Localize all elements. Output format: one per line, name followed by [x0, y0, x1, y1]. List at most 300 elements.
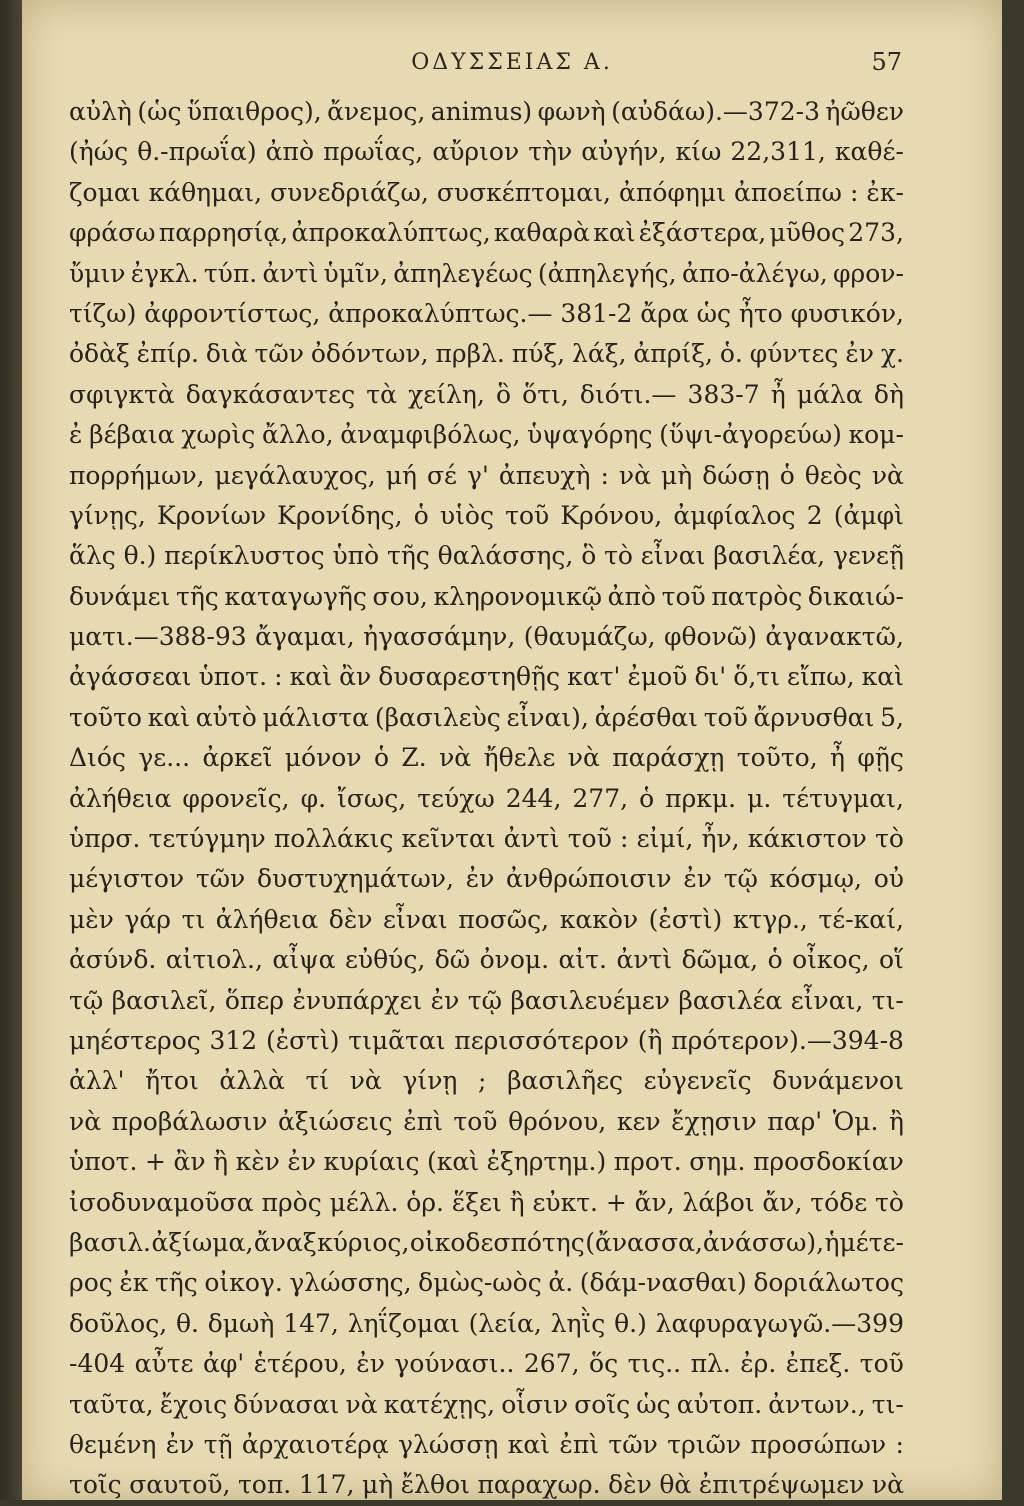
word: ἤθελε: [483, 743, 556, 773]
word: τῆς: [154, 1268, 198, 1298]
word: γλώσσης,: [289, 1268, 412, 1298]
word: 383-7: [687, 379, 760, 409]
text-line: [69, 657, 904, 697]
word: ληῒς: [550, 1308, 606, 1338]
word: ἀντὶ: [503, 824, 560, 854]
word: ἀποείπω: [733, 177, 842, 207]
word: ἀντων.,: [768, 1389, 866, 1419]
word: Κρονίδης,: [277, 500, 403, 530]
word: ἢ: [213, 1147, 229, 1177]
word: προτ.: [613, 1147, 682, 1177]
word: πλ.: [690, 1349, 731, 1379]
word: μὴ: [660, 460, 693, 490]
word: παραχωρ.: [477, 1470, 601, 1500]
word: δυστυχημάτων,: [256, 864, 454, 894]
word: πολλάκις: [273, 824, 394, 854]
word: Διός: [69, 743, 126, 773]
word: γλώσσῃ: [398, 1429, 499, 1459]
word: τι: [181, 904, 206, 934]
word: ἐν: [683, 864, 712, 894]
word: καὶ: [147, 702, 191, 732]
word: αὔριον: [432, 137, 520, 167]
word: οἵ: [878, 945, 904, 975]
word: ἐπιτρέψωμεν: [698, 1470, 865, 1500]
text-line: [69, 132, 904, 172]
text-line: [69, 456, 904, 496]
word: αὐγήν,: [581, 137, 667, 167]
word: ὅς: [589, 1349, 619, 1379]
word: προσδοκίαν: [752, 1147, 904, 1177]
word: δοῦλος,: [69, 1308, 168, 1338]
word: οὐ: [873, 864, 904, 894]
word: ὡς: [696, 298, 731, 328]
word: ἐπίρ.: [136, 339, 199, 369]
word: θρόνου,: [508, 1106, 607, 1136]
word: βέβαια: [89, 420, 175, 450]
word: τις..: [627, 1349, 682, 1379]
word: δυνάμενοι: [772, 1066, 904, 1096]
word: φρον-: [833, 258, 904, 288]
word: ἂν: [339, 662, 372, 692]
word: ἀπόφημι: [619, 177, 726, 207]
word: θ.: [175, 1308, 199, 1338]
word: γενεῇ: [832, 541, 904, 571]
word: ἄν,: [762, 1187, 803, 1217]
word: (ἠώς: [69, 137, 129, 167]
word: 244,: [505, 783, 562, 813]
word: εἶναι: [640, 541, 706, 571]
word: κεν: [616, 1106, 661, 1136]
text-line: [69, 496, 904, 536]
word: νὰ: [871, 460, 904, 490]
word: τοῦ: [859, 1349, 904, 1379]
word: αἰτ.: [558, 945, 608, 975]
word: ἀπροκαλύπτως.—: [328, 298, 553, 328]
word: οἰκογ.: [204, 1268, 283, 1298]
word: τι-: [871, 1389, 904, 1419]
word: θεμένη: [69, 1429, 157, 1459]
word: βασιλευέμεν: [510, 985, 670, 1015]
word: τοῦ: [567, 824, 612, 854]
word: κόσμῳ,: [769, 864, 862, 894]
word: ἀμφίαλος: [673, 500, 796, 530]
word: ἄρνυσθαι: [753, 702, 875, 732]
word: καταγωγῆς: [224, 581, 367, 611]
word: σφιγκτὰ: [69, 379, 175, 409]
commentary-text: [69, 92, 904, 1506]
word: ἰσοδυναμοῦσα: [69, 1187, 254, 1217]
word: τὸ: [604, 541, 633, 571]
word: ἄν,: [634, 1187, 675, 1217]
word: γε...: [138, 743, 191, 773]
word: (ἀπηλεγής,: [537, 258, 677, 288]
word: αὖτε: [134, 1349, 194, 1379]
word: πρωΐας,: [323, 137, 424, 167]
word: Ζ.: [401, 743, 427, 773]
word: κατ': [567, 662, 621, 692]
word: προβάλωσιν: [111, 1106, 268, 1136]
word: ἀπὸ: [607, 581, 656, 611]
word: ἐκ-: [866, 177, 904, 207]
word: πρκμ.: [665, 783, 737, 813]
text-line: [69, 1425, 904, 1465]
word: βασιλέα,: [713, 541, 826, 571]
word: τόδε: [810, 1187, 868, 1217]
text-line: [69, 173, 904, 213]
word: μάλα: [796, 379, 863, 409]
word: κατέχῃς,: [383, 1389, 496, 1419]
word: (καὶ: [427, 1147, 480, 1177]
word: σέ: [426, 460, 458, 490]
word: ἐξάστερα,: [638, 218, 767, 248]
word: θ.-πρωΐα): [137, 137, 257, 167]
word: ὁρ.: [406, 1187, 444, 1217]
word: κάκιστον: [747, 824, 867, 854]
word: βασιλεῖ,: [111, 985, 217, 1015]
word: ἀπευχὴ: [498, 460, 591, 490]
word: εἴπω,: [787, 662, 855, 692]
word: :: [600, 460, 609, 490]
word: ἢ: [888, 1106, 904, 1136]
word: γ': [467, 460, 489, 490]
word: διότι.—: [579, 379, 677, 409]
word: τὰ: [366, 379, 397, 409]
word: ἐμοῦ: [627, 662, 688, 692]
word: ζομαι: [69, 177, 141, 207]
word: εἰμί,: [636, 824, 694, 854]
word: :: [274, 662, 283, 692]
word: ὁ: [373, 743, 389, 773]
word: ἀλήθεια: [215, 904, 319, 934]
text-line: [69, 334, 904, 374]
word: μηέστερος: [69, 1025, 201, 1055]
text-line: [69, 1304, 904, 1344]
word: τῆς: [175, 581, 219, 611]
word: κεῖνται: [401, 824, 496, 854]
word: σου,: [372, 581, 428, 611]
word: βασιλ.: [69, 1227, 151, 1257]
word: φ.: [300, 783, 327, 813]
word: κακὸν: [559, 904, 639, 934]
word: ἔχῃσιν: [671, 1106, 757, 1136]
word: ἐρ.: [740, 1349, 777, 1379]
word: ἐν: [356, 1349, 385, 1379]
word: δώσῃ: [702, 460, 770, 490]
word: ἐπὶ: [559, 1429, 600, 1459]
word: ἔλθοι: [400, 1470, 470, 1500]
word: μὲν: [69, 904, 114, 934]
word: τύπ.: [203, 258, 258, 288]
word: τὴν: [528, 137, 573, 167]
word: 273,: [848, 218, 904, 248]
word: βασιλῆες: [507, 1066, 624, 1096]
word: (ἄνασσα,ἀνάσσω),: [585, 1227, 825, 1257]
book-gutter: [0, 0, 22, 1500]
word: ἴσως,: [337, 783, 407, 813]
text-line: [69, 1061, 904, 1101]
word: τῷ: [467, 985, 502, 1015]
word: ἀγανακτῶ,: [765, 622, 904, 652]
word: εἶναι,: [790, 985, 864, 1015]
word: ἀναμφιβόλως,: [340, 420, 521, 450]
word: (δάμ-νασθαι): [579, 1268, 747, 1298]
word: μή: [385, 460, 417, 490]
word: -404: [69, 1349, 126, 1379]
word: ἀπὸ: [265, 137, 315, 167]
text-line: [69, 1021, 904, 1061]
word: ;: [478, 1066, 487, 1096]
word: αὐτὸ: [195, 702, 257, 732]
word: ἀξίωμα,: [151, 1227, 254, 1257]
word: ἀπρίξ,: [633, 339, 713, 369]
word: δυσαρεστηθῇς: [378, 662, 561, 692]
word: ἔχοις: [159, 1389, 228, 1419]
word: Κρονίων: [157, 500, 267, 530]
word: ἀφροντίστως,: [144, 298, 321, 328]
word: (ἢ: [637, 1025, 663, 1055]
word: δμωὴ: [207, 1308, 275, 1338]
word: νὰ: [567, 743, 600, 773]
word: ἦτο: [738, 298, 783, 328]
word: ὁ.: [719, 339, 743, 369]
word: κυρίαις: [323, 1147, 420, 1177]
word: ἄνεμος,: [327, 97, 426, 126]
word: ἐν: [165, 1429, 195, 1459]
word: +: [144, 1147, 166, 1177]
word: :: [619, 824, 629, 854]
word: ἦ: [770, 379, 786, 409]
word: δμὼς-ωὸς: [418, 1268, 542, 1298]
word: ἀντὶ: [262, 258, 319, 288]
word: μ.: [747, 783, 772, 813]
word: γούνασι..: [394, 1349, 515, 1379]
text-line: [69, 940, 904, 980]
word: ἦν,: [701, 824, 740, 854]
word: ἑτέρου,: [253, 1349, 347, 1379]
word: εὐκτ.: [532, 1187, 598, 1217]
word: λαφυραγωγῶ.—399: [655, 1308, 904, 1338]
word: ὅ,τι: [733, 662, 780, 692]
word: εὐθύς,: [344, 945, 426, 975]
word: αἰτιολ.,: [165, 945, 263, 975]
word: φρονεῖς,: [182, 783, 290, 813]
word: (αὐδάω).—372-3: [611, 97, 821, 126]
word: ἐν: [845, 339, 874, 369]
word: ὃ: [495, 379, 511, 409]
word: οἷσιν: [501, 1389, 569, 1419]
text-line: [69, 375, 904, 415]
word: ἀπηλεγέως: [393, 258, 533, 288]
word: πύξ,: [511, 339, 566, 369]
word: λάξ,: [572, 339, 627, 369]
word: φράσω: [69, 218, 156, 248]
word: ἅλς: [69, 541, 116, 571]
word: πρὸς: [261, 1187, 322, 1217]
text-line: [69, 294, 904, 334]
word: 381-2: [560, 298, 633, 328]
word: (λεία,: [468, 1308, 542, 1338]
word: Ὁμ.: [832, 1106, 879, 1136]
word: τεύχω: [417, 783, 495, 813]
word: ὑψαγόρης: [527, 420, 653, 450]
word: βασιλέα: [678, 985, 783, 1015]
word: (ὕψι-ἀγορεύω): [659, 420, 842, 450]
word: προσώπων: [750, 1429, 887, 1459]
word: εὐγενεῖς: [643, 1066, 752, 1096]
word: ὑποτ.: [198, 662, 268, 692]
word: νὰ: [439, 743, 472, 773]
text-line: [69, 779, 904, 819]
word: ἐπεξ.: [785, 1349, 851, 1379]
running-title: ΟΔΥΣΣΕΙΑΣ Α.: [411, 50, 613, 75]
word: (θαυμάζω,: [523, 622, 656, 652]
word: τέτυγμαι,: [782, 783, 904, 813]
word: animus): [430, 97, 533, 126]
word: τῇ: [203, 1429, 233, 1459]
word: λάβοι: [682, 1187, 755, 1217]
word: (ἀμφὶ: [833, 500, 904, 530]
word: ὁ: [767, 945, 783, 975]
word: φωνὴ: [537, 97, 606, 126]
word: ὔμιν: [69, 258, 126, 288]
word: συνεδριάζω,: [270, 177, 429, 207]
word: φῇς: [857, 743, 904, 773]
word: περισσότερον: [454, 1025, 630, 1055]
word: φυσικόν,: [790, 298, 904, 328]
word: γίνῃς,: [69, 500, 146, 530]
text-line: [69, 1102, 904, 1142]
word: ταῦτα,: [69, 1389, 154, 1419]
text-line: [69, 213, 904, 253]
word: ὁ: [639, 783, 655, 813]
word: τριῶν: [667, 1429, 742, 1459]
word: πρότερον).—394-8: [671, 1025, 904, 1055]
word: ὑπὸ: [332, 541, 380, 571]
word: Κρόνου,: [560, 500, 663, 530]
word: ἢ: [509, 1187, 525, 1217]
word: νὰ: [345, 1389, 378, 1419]
word: χείλη,: [408, 379, 485, 409]
text-line: [69, 415, 904, 455]
word: +: [605, 1187, 627, 1217]
text-line: [69, 536, 904, 576]
word: τῆς: [387, 541, 430, 571]
word: ἦ: [830, 743, 846, 773]
word: 147,: [283, 1308, 339, 1338]
word: τοῦτο,: [736, 743, 818, 773]
word: ἄρα: [640, 298, 689, 328]
running-header: [22, 46, 1002, 82]
word: :: [849, 177, 859, 207]
word: περίκλυστος: [164, 541, 325, 571]
word: δῶμα,: [681, 945, 759, 975]
word: διὰ: [205, 339, 248, 369]
word: καὶ: [507, 1429, 551, 1459]
word: τῶν: [608, 1429, 658, 1459]
word: δικαιώ-: [807, 581, 904, 611]
text-line: [69, 92, 904, 132]
text-line: [69, 981, 904, 1021]
word: ἠῶθεν: [825, 97, 904, 126]
word: νὰ: [871, 1470, 904, 1500]
word: κομ-: [848, 420, 904, 450]
word: πατρὸς: [711, 581, 803, 611]
word: δαγκάσαντες: [185, 379, 356, 409]
word: γίνῃ: [402, 1066, 458, 1096]
word: τῶν: [195, 864, 246, 894]
text-line: [69, 1385, 904, 1425]
word: φύντες: [749, 339, 839, 369]
word: :: [895, 1429, 904, 1459]
book-page: [22, 0, 1002, 1500]
word: ἐξηρτημ.): [486, 1147, 607, 1177]
word: πρβλ.: [435, 339, 505, 369]
word: παράσχῃ: [612, 743, 725, 773]
word: ἐν: [430, 985, 460, 1015]
word: παρ': [767, 1106, 823, 1136]
word: (ἐστὶ): [265, 1025, 340, 1055]
word: τιμᾶται: [348, 1025, 446, 1055]
word: τῷ: [723, 864, 758, 894]
word: φθονῶ): [664, 622, 757, 652]
word: 312: [209, 1025, 258, 1055]
word: σαυτοῦ,: [129, 1470, 231, 1500]
word: τοῦ: [505, 500, 550, 530]
word: 2: [806, 500, 823, 530]
word: τῶν: [254, 339, 304, 369]
word: εἶναι: [383, 904, 448, 934]
word: ὅπερ: [224, 985, 285, 1015]
word: ἐπὶ: [403, 1106, 443, 1136]
word: κάθημαι,: [148, 177, 263, 207]
word: 5,: [880, 702, 904, 732]
word: καθαρὰ: [493, 218, 590, 248]
page-number: 57: [871, 48, 902, 76]
word: ἀλλὰ: [219, 1066, 285, 1096]
word: ἀρχαιοτέρᾳ: [241, 1429, 389, 1459]
word: ὀδὰξ: [69, 339, 130, 369]
word: θεὸς: [804, 460, 862, 490]
word: θαλάσσης,: [437, 541, 574, 571]
word: ἀ.: [548, 1268, 574, 1298]
word: μέλλ.: [329, 1187, 399, 1217]
word: δὴ: [873, 379, 904, 409]
word: ἄναξ: [253, 1227, 317, 1257]
word: ἂν: [173, 1147, 206, 1177]
text-line: [69, 617, 904, 657]
word: τῷ: [69, 985, 104, 1015]
word: κληρονομικῷ: [433, 581, 602, 611]
word: ἐν: [465, 864, 495, 894]
word: τοῦ: [661, 581, 706, 611]
text-line: [69, 254, 904, 294]
word: 277,: [572, 783, 629, 813]
word: (βασιλεὺς: [374, 702, 501, 732]
word: 267,: [523, 1349, 580, 1379]
text-line: [69, 698, 904, 738]
word: ὀδόντων,: [310, 339, 429, 369]
word: μόνον: [284, 743, 362, 773]
word: ἐ: [69, 420, 83, 450]
word: θὰ: [659, 1470, 692, 1500]
text-line: [69, 819, 904, 859]
word: δύνασαι: [233, 1389, 340, 1419]
word: 117,: [298, 1470, 355, 1500]
word: πορρήμων,: [69, 460, 205, 490]
word: καὶ: [861, 662, 904, 692]
word: ἀρέσθαι: [594, 702, 698, 732]
word: ληΐζομαι: [347, 1308, 460, 1338]
